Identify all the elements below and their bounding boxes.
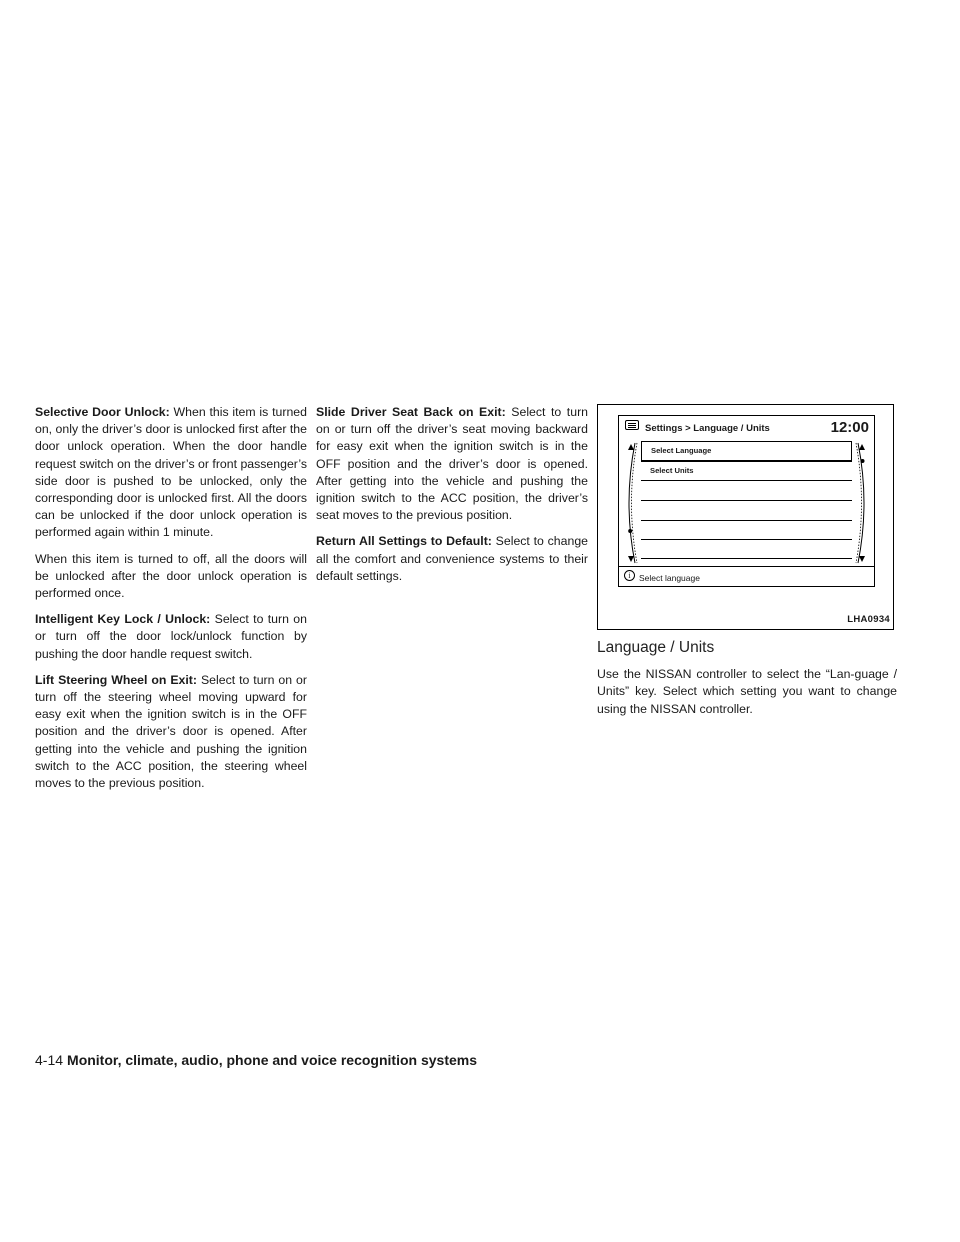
term-lift-steering-wheel: Lift Steering Wheel on Exit: — [35, 672, 197, 687]
display-screen — [618, 415, 875, 587]
body-lift-steering-wheel: Select to turn on or turn off the steering wheel moving upward for easy exit when the ignition switch is in the OFF position and the driver’s door is opened. After getting into the vehicle and pushing the ignition switch to the ACC position, the steering wheel moves to the previous position. — [35, 672, 307, 791]
left-column — [35, 404, 307, 801]
clock: 12:00 — [830, 419, 869, 436]
list-item-empty — [641, 500, 852, 520]
body-return-defaults: Select to change all the comfort and convenience systems to their default settings. — [316, 534, 589, 583]
section-body-text: Use the NISSAN controller to select the “Lan-guage / Units” key. Select which setting you want to change using the NISSAN controller. — [597, 667, 897, 716]
body-slide-driver-seat: Select to turn on or turn off the driver’s seat moving backward for easy exit when the ignition switch is in the OFF position and the driver’s door is opened. After getting into the vehicle and pushing the ignition switch to the ACC position, the driver’s seat moves to the previous position. — [316, 405, 588, 523]
paragraph-intelligent-key — [35, 611, 307, 663]
scroll-arc-right-icon — [854, 441, 872, 565]
figure-code: LHA0934 — [847, 613, 890, 625]
footer-hint-text: Select language — [639, 573, 700, 583]
screen-footer — [619, 566, 874, 586]
settings-list — [641, 441, 852, 559]
term-slide-driver-seat: Slide Driver Seat Back on Exit: — [316, 405, 506, 419]
section-body — [597, 666, 897, 718]
paragraph-selective-door-unlock-off — [35, 551, 307, 603]
scroll-arc-left-icon — [621, 441, 639, 565]
body-selective-door-unlock: When this item is turned on, only the driver’s door is unlocked first after the door unlock operation. When the door handle request switch on the driver’s or front passenger’s side door is pushed to be unlocked, only the corresponding door is unlocked first. All the doors can be unlocked if the door unlock operation is performed again within 1 minute. — [35, 405, 307, 540]
breadcrumb: Settings > Language / Units — [645, 423, 770, 434]
paragraph-selective-door-unlock — [35, 404, 307, 542]
menu-icon — [625, 420, 639, 430]
list-item-empty — [641, 520, 852, 540]
term-selective-door-unlock: Selective Door Unlock: — [35, 405, 170, 419]
paragraph-slide-driver-seat — [316, 404, 588, 524]
page-footer — [35, 1052, 477, 1068]
chapter-title: Monitor, climate, audio, phone and voice recognition systems — [67, 1052, 477, 1068]
list-item-empty — [641, 539, 852, 559]
page-number: 4-14 — [35, 1052, 64, 1068]
body-intelligent-key: Select to turn on or turn off the door lock/unlock function by pushing the door handle request switch. — [35, 612, 307, 661]
term-return-defaults: Return All Settings to Default: — [316, 534, 492, 549]
body-selective-door-unlock-off: When this item is turned to off, all the doors will be unlocked after the door unlock operation is performed once. — [35, 551, 307, 601]
right-column — [597, 404, 897, 727]
list-item-select-units[interactable]: Select Units — [641, 461, 852, 481]
screen-header — [619, 416, 874, 439]
list-item-empty — [641, 480, 852, 500]
paragraph-return-defaults — [316, 533, 588, 585]
list-item-select-language[interactable]: Select Language — [641, 441, 852, 461]
section-heading: Language / Units — [597, 639, 715, 656]
scroll-indicator-left — [621, 441, 639, 565]
settings-screen-figure — [597, 404, 894, 630]
paragraph-lift-steering-wheel — [35, 672, 307, 792]
term-intelligent-key: Intelligent Key Lock / Unlock: — [35, 612, 211, 627]
info-icon: i — [624, 570, 635, 581]
scroll-indicator-right — [854, 441, 872, 565]
middle-column — [316, 404, 588, 594]
